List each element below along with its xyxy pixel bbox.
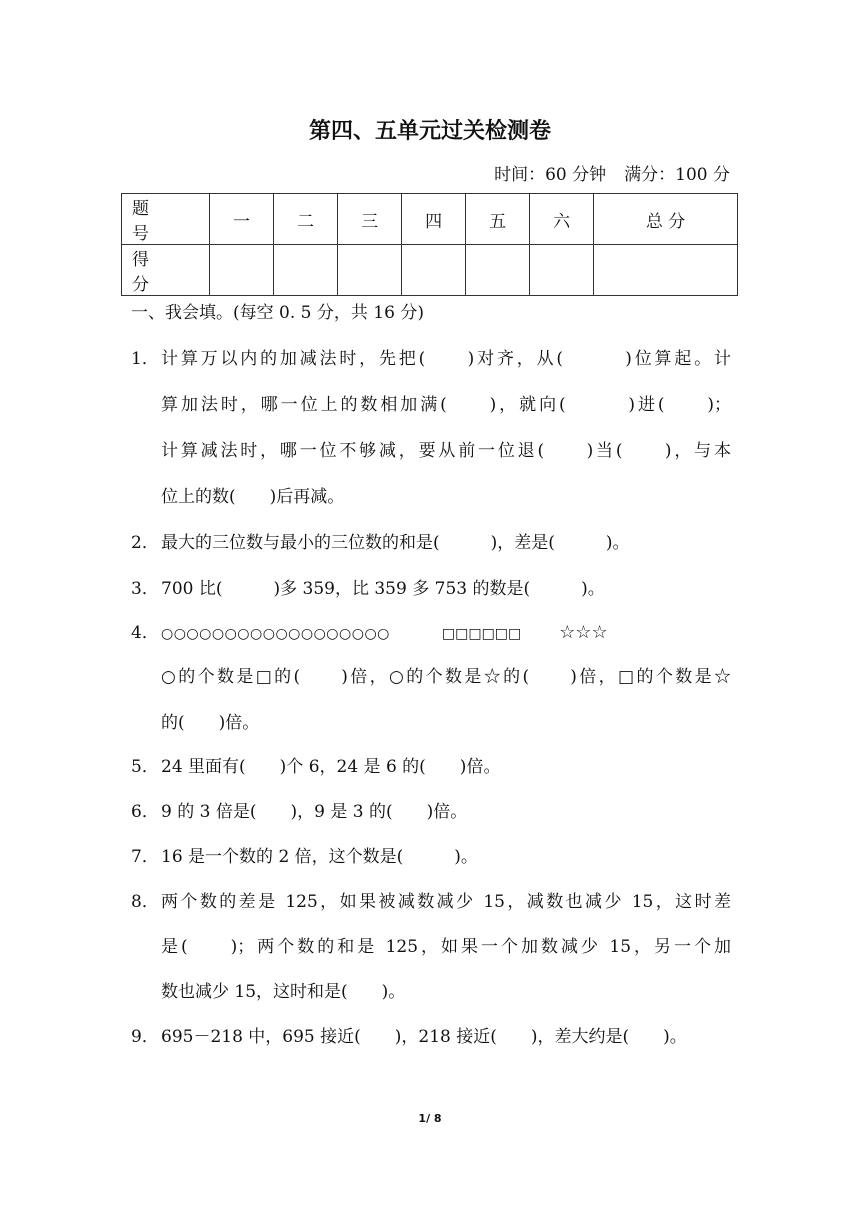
score-table-cell: 六 — [530, 194, 594, 245]
score-input-cell[interactable] — [402, 245, 466, 296]
page-number: 1/ 8 — [418, 1112, 442, 1125]
question-number: 6． — [131, 802, 159, 822]
question-9 — [131, 1022, 687, 1047]
question-text: 数也减少 15，这时和是( )。 — [161, 982, 406, 1002]
question-6 — [131, 797, 467, 822]
score-table-cell: 四 — [402, 194, 466, 245]
score-table-cell: 五 — [466, 194, 530, 245]
circles-group: ○○○○○○○○○○○○○○○○○○ — [161, 626, 390, 642]
score-table-cell: 一 — [210, 194, 274, 245]
stars-group: ☆☆☆ — [559, 622, 608, 643]
question-1 — [131, 344, 731, 369]
question-8 — [131, 887, 731, 912]
score-table-cell: 总 分 — [594, 194, 738, 245]
question-text: 位上的数( )后再减。 — [161, 487, 345, 507]
score-input-cell[interactable] — [274, 245, 338, 296]
question-text: ○的个数是□的( )倍，○的个数是☆的( )倍，□的个数是☆ — [161, 667, 731, 687]
squares-group: □□□□□□ — [441, 626, 522, 642]
exam-meta — [494, 160, 730, 185]
question-number: 2． — [131, 533, 159, 553]
question-text: 700 比( )多 359，比 359 多 753 的数是( )。 — [161, 579, 605, 599]
question-text: 是( )；两个数的和是 125，如果一个加数减少 15，另一个加 — [161, 937, 731, 957]
question-text: 695－218 中，695 接近( )，218 接近( )，差大约是( )。 — [161, 1027, 687, 1047]
question-text: 9 的 3 倍是( )，9 是 3 的( )倍。 — [161, 802, 468, 822]
score-table-score-row — [122, 245, 738, 296]
score-table-cell: 得 分 — [122, 245, 210, 296]
question-number: 9． — [131, 1027, 159, 1047]
full-score: 满分：100 分 — [624, 165, 730, 185]
question-5 — [131, 752, 500, 777]
page-title: 第四、五单元过关检测卷 — [308, 119, 551, 144]
section-heading: 一、我会填。(每空 0. 5 分，共 16 分) — [131, 303, 424, 323]
question-text: 的( )倍。 — [161, 713, 260, 733]
question-text: 两个数的差是 125，如果被减数减少 15，减数也减少 15，这时差 — [161, 892, 731, 912]
question-text: 最大的三位数与最小的三位数的和是( )，差是( )。 — [161, 533, 630, 553]
score-table-header-row — [122, 194, 738, 245]
question-2 — [131, 528, 630, 553]
score-input-cell[interactable] — [210, 245, 274, 296]
score-input-cell[interactable] — [530, 245, 594, 296]
question-number: 3． — [131, 579, 159, 599]
score-input-cell[interactable] — [466, 245, 530, 296]
question-number: 1． — [131, 349, 159, 369]
question-7 — [131, 842, 478, 867]
question-number: 8． — [131, 892, 159, 912]
time-limit: 时间：60 分钟 — [494, 165, 607, 185]
score-table-cell: 三 — [338, 194, 402, 245]
score-table-cell: 二 — [274, 194, 338, 245]
question-text: 16 是一个数的 2 倍，这个数是( )。 — [161, 847, 478, 867]
question-number: 7． — [131, 847, 159, 867]
question-number: 4． — [131, 623, 159, 643]
score-table — [121, 193, 738, 296]
question-text: 24 里面有( )个 6，24 是 6 的( )倍。 — [161, 757, 501, 777]
question-4 — [131, 618, 608, 643]
question-text: 计算万以内的加减法时，先把( )对齐，从( )位算起。计 — [161, 349, 731, 369]
question-text: 计算减法时，哪一位不够减，要从前一位退( )当( )，与本 — [161, 441, 731, 461]
score-table-cell: 题 号 — [122, 194, 210, 245]
score-input-cell[interactable] — [338, 245, 402, 296]
score-input-cell[interactable] — [594, 245, 738, 296]
question-3 — [131, 574, 605, 599]
question-text: 算加法时，哪一位上的数相加满( )，就向( )进( )； — [161, 395, 731, 415]
question-number: 5． — [131, 757, 159, 777]
